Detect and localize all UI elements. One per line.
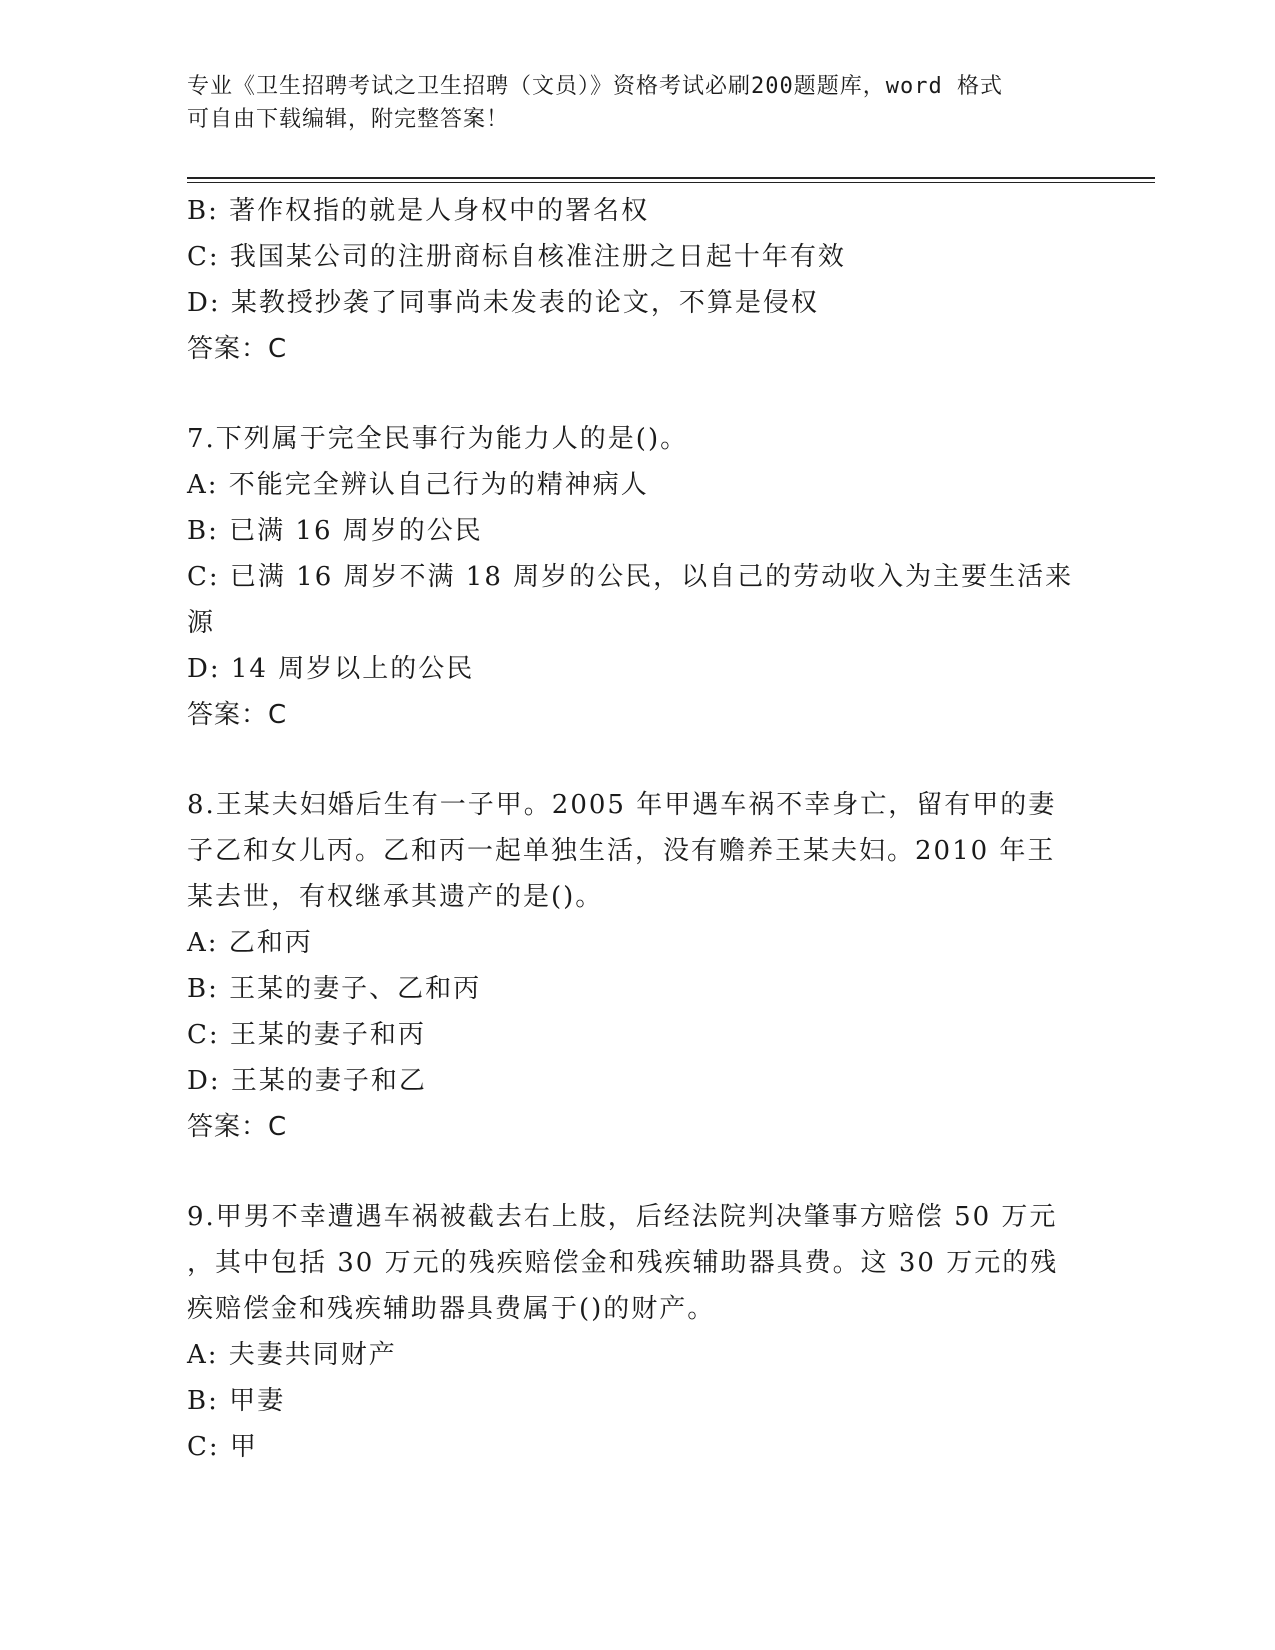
question-8 [187, 782, 1087, 1150]
option-c: C: 已满 16 周岁不满 18 周岁的公民，以自己的劳动收入为主要生活来 [187, 562, 1074, 592]
option-a: A: 乙和丙 [187, 928, 313, 958]
document-header [187, 70, 1067, 136]
answer: 答案：C [187, 700, 288, 730]
question-text: 9.甲男不幸遭遇车祸被截去右上肢，后经法院判决肇事方赔偿 50 万元 [187, 1202, 1058, 1232]
option-d: D: 王某的妻子和乙 [187, 1066, 427, 1096]
header-line-2: 可自由下载编辑，附完整答案！ [187, 107, 510, 132]
question-9 [187, 1194, 1087, 1470]
question-text: 7.下列属于完全民事行为能力人的是()。 [187, 424, 689, 454]
question-list [187, 188, 1087, 1470]
spacer [187, 1150, 1087, 1194]
option-c: C: 我国某公司的注册商标自核准注册之日起十年有效 [187, 242, 846, 272]
option-a: A: 夫妻共同财产 [187, 1340, 397, 1370]
header-line-1: 专业《卫生招聘考试之卫生招聘（文员）》资格考试必刷200题题库，word 格式 [187, 74, 1003, 99]
option-c-continued: 源 [187, 608, 216, 638]
spacer [187, 372, 1087, 416]
option-c: C: 王某的妻子和丙 [187, 1020, 426, 1050]
question-7 [187, 416, 1087, 738]
option-b: B: 著作权指的就是人身权中的署名权 [187, 196, 650, 226]
option-a: A: 不能完全辨认自己行为的精神病人 [187, 470, 649, 500]
answer: 答案：C [187, 334, 288, 364]
option-c: C: 甲 [187, 1432, 258, 1462]
question-6-tail [187, 188, 1087, 372]
spacer [187, 738, 1087, 782]
question-text-continued: 某去世，有权继承其遗产的是()。 [187, 882, 604, 912]
question-text-continued: ，其中包括 30 万元的残疾赔偿金和残疾辅助器具费。这 30 万元的残 [187, 1248, 1059, 1278]
option-b: B: 甲妻 [187, 1386, 286, 1416]
option-d: D: 14 周岁以上的公民 [187, 654, 475, 684]
option-b: B: 王某的妻子、乙和丙 [187, 974, 482, 1004]
answer: 答案：C [187, 1112, 288, 1142]
option-b: B: 已满 16 周岁的公民 [187, 516, 483, 546]
header-divider [187, 177, 1155, 183]
question-text-continued: 疾赔偿金和残疾辅助器具费属于()的财产。 [187, 1294, 716, 1324]
question-text-continued: 子乙和女儿丙。乙和丙一起单独生活，没有赡养王某夫妇。2010 年王 [187, 836, 1056, 866]
question-text: 8.王某夫妇婚后生有一子甲。2005 年甲遇车祸不幸身亡，留有甲的妻 [187, 790, 1057, 820]
option-d: D: 某教授抄袭了同事尚未发表的论文，不算是侵权 [187, 288, 819, 318]
